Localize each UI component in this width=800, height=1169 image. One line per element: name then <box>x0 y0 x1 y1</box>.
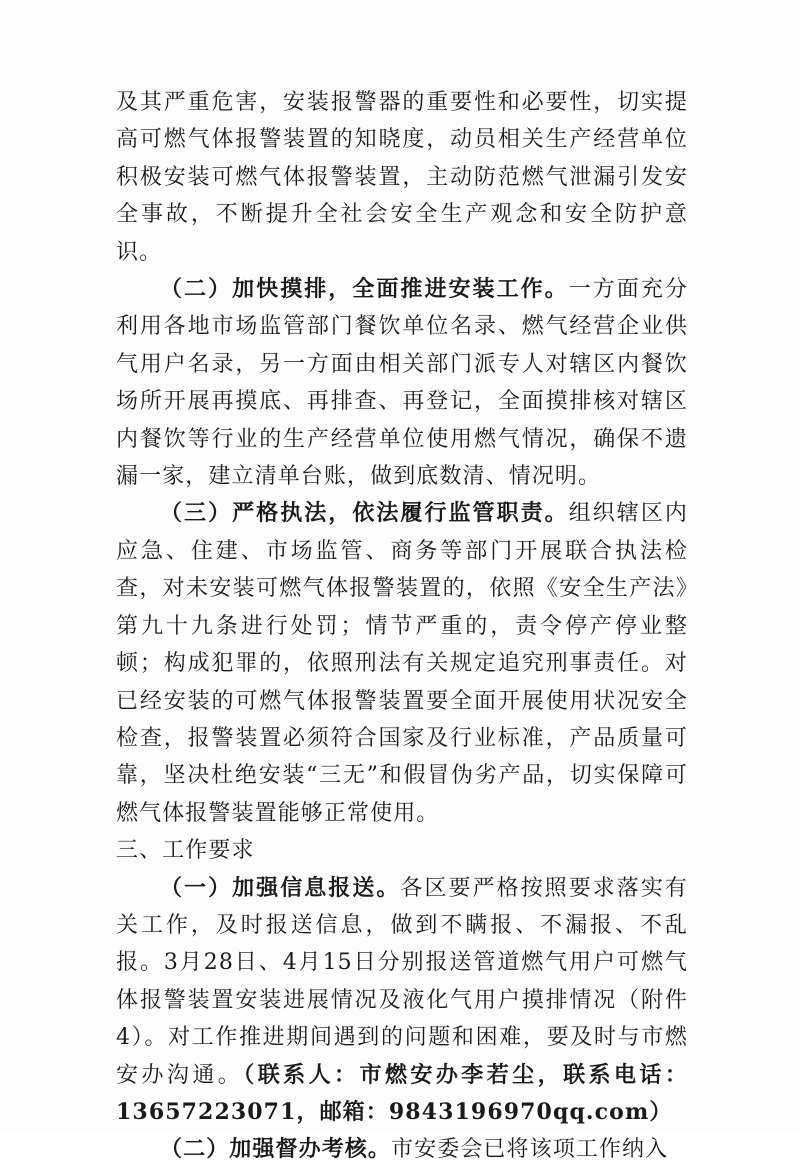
document-body <box>116 84 688 1169</box>
paragraph-awareness-text: 及其严重危害，安装报警器的重要性和必要性，切实提高可燃气体报警装置的知晓度，动员相关生产经营单位积极安装可燃气体报警装置，主动防范燃气泄漏引发安全事故，不断提升全社会安全生产观念和安全防护意识。 <box>116 90 688 265</box>
paragraph-reporting-text: 各区要严格按照要求落实有关工作，及时报送信息，做到不瞒报、不漏报、不乱报。3月28日、4月15日分别报送管道燃气用户可燃气体报警装置安装进展情况及液化气用户摸排情况（附件4）。对工作推进期间遇到的问题和困难，要及时与市燃安办沟通。 <box>116 875 688 1088</box>
paragraph-reporting-heading: （一）加强信息报送。 <box>160 874 401 901</box>
paragraph-survey-text: 一方面充分利用各地市场监管部门餐饮单位名录、燃气经营企业供气用户名录，另一方面由相关部门派专人对辖区内餐饮场所开展再摸底、再排查、再登记，全面摸排核对辖区内餐饮等行业的生产经营单位使用燃气情况，确保不遗漏一家，建立清单台账，做到底数清、情况明。 <box>116 277 688 490</box>
paragraph-supervision-text: 市安委会已将该项工作纳入 <box>391 1137 669 1163</box>
paragraph-survey <box>116 271 688 495</box>
contact-info: （联系人：市燃安办李若尘，联系电话：13657223071，邮箱：9843196970qq.com） <box>116 1061 688 1125</box>
paragraph-survey-heading: （二）加快摸排，全面推进安装工作。 <box>160 276 569 303</box>
paragraph-reporting <box>116 870 688 1132</box>
paragraph-awareness <box>116 84 688 271</box>
paragraph-enforcement-text: 组织辖区内应急、住建、市场监管、商务等部门开展联合执法检查，对未安装可燃气体报警装置的，依照《安全生产法》第九十九条进行处罚；情节严重的，责令停产停业整顿；构成犯罪的，依照刑法有关规定追究刑事责任。对已经安装的可燃气体报警装置要全面开展使用状况安全检查，报警装置必须符合国家及行业标准，产品质量可靠，坚决杜绝安装“三无”和假冒伪劣产品，切实保障可燃气体报警装置能够正常使用。 <box>116 501 688 826</box>
paragraph-supervision-heading: （二）加强督办考核。 <box>160 1136 392 1163</box>
paragraph-supervision <box>116 1131 688 1168</box>
section-heading-requirements: 三、工作要求 <box>116 838 255 864</box>
paragraph-enforcement-heading: （三）严格执法，依法履行监管职责。 <box>160 500 569 527</box>
paragraph-enforcement <box>116 495 688 832</box>
